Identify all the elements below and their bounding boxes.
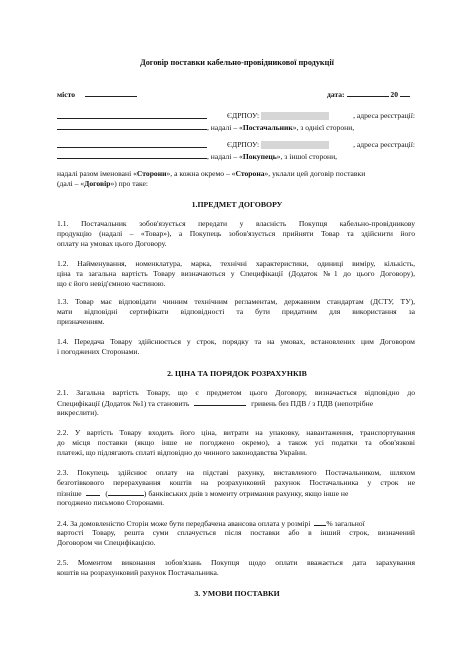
clause-line: 1.4. Передача Товару здійснюється у строк, порядку та на умовах, встановлених цим Договором — [57, 337, 415, 346]
clause-line: 2.3. Покупець здійснює оплату на підставі рахунку, виставленого Постачальником, шляхом — [57, 468, 415, 477]
year-field[interactable] — [400, 89, 410, 97]
section-1-title: 1.ПРЕДМЕТ ДОГОВОРУ — [191, 200, 283, 209]
supplier-role-prefix: , надалі – « — [207, 123, 243, 132]
parties-text-f: (далі – « — [57, 179, 85, 188]
clause-text: 2.4. За домовленістю Сторін може бути передбачена авансова оплата у розмірі — [57, 519, 311, 528]
clause-text: Специфікації (Додаток №1) та становить — [57, 399, 190, 408]
clause-line: платежі, що підлягають сплаті відповідно до чинного законодавства України. — [57, 448, 307, 457]
clause-line — [57, 398, 415, 409]
clause-line: погоджено письмово Сторонами. — [57, 498, 165, 507]
payment-days-number-field[interactable] — [86, 488, 100, 496]
supplier-address-label: , адреса реєстрації: — [353, 111, 415, 120]
city-label: місто — [57, 90, 76, 99]
clause-line: викреслити). — [57, 408, 99, 417]
buyer-edrpou-field[interactable] — [261, 141, 329, 149]
parties-text-c: », а кожна окремо – « — [166, 169, 236, 178]
clause-line: 1.2. Найменування, номенклатура, марка, технічні характеристики, одиниці виміру, кількість, — [57, 259, 415, 268]
clause-line — [57, 518, 415, 529]
parties-line-2 — [57, 179, 415, 189]
year-prefix: 20 — [390, 90, 398, 99]
clause-line: оплату на умовах цього Договору. — [57, 239, 167, 248]
payment-days-words-field[interactable] — [108, 488, 144, 496]
buyer-address-label: , адреса реєстрації: — [353, 140, 415, 149]
clause-line: продукцію (надалі – «Товар»), а Покупець зобов'язується прийняти Товар та здійснити його — [57, 229, 415, 238]
total-price-field[interactable] — [194, 398, 246, 406]
section-2-title: 2. ЦІНА ТА ПОРЯДОК РОЗРАХУНКІВ — [167, 369, 307, 378]
buyer-line-1 — [57, 140, 415, 151]
parties-line-1 — [57, 169, 415, 179]
clause-text: пізніше — [57, 489, 82, 498]
clause-text: % загальної — [326, 519, 365, 528]
date-label: дата: — [327, 90, 345, 99]
contract-term: Договір — [84, 179, 111, 188]
clause-line: мати відповідні сертифікати відповідності та бути придатним для використання за — [57, 307, 415, 316]
party-term: Сторона — [235, 169, 265, 178]
clause-line: призначенням. — [57, 317, 105, 326]
parties-text-a: надалі разом іменовані « — [57, 169, 137, 178]
clause-line: Договором чи Специфікацією. — [57, 538, 156, 547]
clause-text: ( — [105, 489, 108, 498]
parties-term: Сторони — [136, 169, 167, 178]
clause-text: ) банківських днів з моменту отримання рахунку, якщо інше не — [143, 489, 349, 498]
supplier-role: Постачальник — [242, 123, 293, 132]
supplier-name-field[interactable] — [57, 111, 207, 119]
buyer-role: Покупець — [242, 152, 277, 161]
supplier-line-1 — [57, 111, 415, 122]
clause-line: до місця поставки (якщо інше не погоджено окремо), а також усі податки та обов'язкові — [57, 438, 415, 447]
supplier-edrpou-label: ЄДРПОУ: — [227, 111, 260, 120]
clause-line: і погоджених Сторонами. — [57, 347, 140, 356]
clause-line: 1.3. Товар має відповідати чинним технічним регламентам, державним стандартам (ДСТУ, ТУ), — [57, 297, 415, 306]
supplier-role-suffix: », з однієї сторони, — [292, 123, 355, 132]
date-field[interactable] — [347, 89, 389, 97]
buyer-role-prefix: , надалі – « — [207, 152, 243, 161]
clause-line: безготівкового перерахування коштів на розрахунковий рахунок Постачальника у строк не — [57, 478, 415, 487]
supplier-address-field[interactable] — [57, 122, 207, 130]
clause-line: 2.5. Моментом виконання зобов'язань Покупця щодо оплати вважається дата зарахування — [57, 558, 415, 567]
parties-text-e: », уклали цей договір поставки — [264, 169, 366, 178]
document-title: Договір поставки кабельно-провідникової продукції — [140, 58, 334, 67]
clause-line: коштів на розрахунковий рахунок Постачальника. — [57, 568, 219, 577]
city-field[interactable] — [85, 89, 137, 97]
buyer-line-2 — [57, 151, 415, 162]
clause-line: 2.1. Загальна вартість Товару, що є предметом цього Договору, визначається відповідно до — [57, 388, 415, 397]
parties-text-g: ») про таке: — [110, 179, 148, 188]
buyer-edrpou-label: ЄДРПОУ: — [227, 140, 260, 149]
supplier-edrpou-field[interactable] — [261, 112, 329, 120]
section-3-title: 3. УМОВИ ПОСТАВКИ — [194, 589, 280, 598]
buyer-name-field[interactable] — [57, 140, 207, 148]
clause-line: 2.2. У вартість Товару входить його ціна, витрати на упаковку, навантаження, транспортування — [57, 428, 415, 437]
clause-line: ціна та загальна вартість Товару визначаються у Специфікації (Додаток №1 до цього Договору), — [57, 269, 415, 278]
buyer-role-suffix: », з іншої сторони, — [276, 152, 338, 161]
city-date-line — [57, 89, 415, 100]
clause-line: вартості Товару, решта суми сплачується після поставки або в інший строк, визначений — [57, 528, 415, 537]
clause-line: 1.1. Постачальник зобов'язується передати у власність Покупця кабельно-провідникову — [57, 219, 415, 228]
supplier-line-2 — [57, 122, 415, 133]
clause-text: гривень без ПДВ / з ПДВ (непотрібне — [251, 399, 374, 408]
clause-line: що є його невід'ємною частиною. — [57, 279, 166, 288]
advance-percent-field[interactable] — [314, 518, 326, 526]
clause-line — [57, 488, 415, 499]
buyer-address-field[interactable] — [57, 151, 207, 159]
